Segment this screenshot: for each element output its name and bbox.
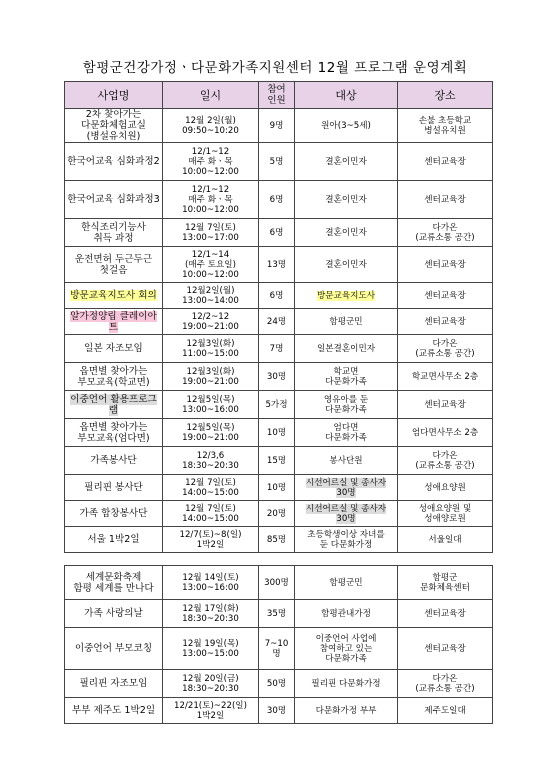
participants-cell: 35명 bbox=[259, 600, 295, 628]
datetime-cell: 12/3,6 18:30~20:30 bbox=[163, 447, 259, 475]
participants-cell: 5명 bbox=[259, 143, 295, 181]
program-table-1 bbox=[64, 81, 493, 553]
program-name-cell: 2차 찾아가는 다문화체험교실 (병설유치원) bbox=[65, 109, 163, 143]
datetime-cell: 12/2~12 19:00~21:00 bbox=[163, 309, 259, 335]
target-cell: 방문교육지도사 bbox=[295, 283, 398, 309]
program-name-cell: 일본 자조모임 bbox=[65, 335, 163, 363]
participants-cell: 50명 bbox=[259, 670, 295, 698]
target-cell: 함평군민 bbox=[295, 566, 398, 600]
target-cell: 결혼이민자 bbox=[295, 143, 398, 181]
header-place: 장소 bbox=[398, 82, 493, 109]
participants-cell: 13명 bbox=[259, 247, 295, 283]
participants-cell: 6명 bbox=[259, 181, 295, 219]
datetime-cell: 12월 14일(토) 13:00~16:00 bbox=[163, 566, 259, 600]
place-cell: 센터교육장 bbox=[398, 628, 493, 670]
participants-cell: 15명 bbox=[259, 447, 295, 475]
program-table-2 bbox=[64, 565, 493, 724]
table-header-row bbox=[65, 82, 493, 109]
table-row bbox=[65, 335, 493, 363]
target-cell: 필리핀 다문화가정 bbox=[295, 670, 398, 698]
table-row bbox=[65, 670, 493, 698]
datetime-cell: 12월 7일(토) 13:00~17:00 bbox=[163, 219, 259, 247]
place-cell: 다가온 (교류소통 공간) bbox=[398, 670, 493, 698]
participants-cell: 6명 bbox=[259, 283, 295, 309]
datetime-cell: 12월 20일(금) 18:30~20:30 bbox=[163, 670, 259, 698]
datetime-cell: 12월5일(목) 13:00~16:00 bbox=[163, 391, 259, 419]
table-row bbox=[65, 363, 493, 391]
participants-cell: 30명 bbox=[259, 698, 295, 724]
target-cell: 봉사단원 bbox=[295, 447, 398, 475]
table-row bbox=[65, 566, 493, 600]
place-cell: 손불 초등학교 병설유치원 bbox=[398, 109, 493, 143]
program-name-cell: 한국어교육 심화과정3 bbox=[65, 181, 163, 219]
program-name-cell: 필리핀 봉사단 bbox=[65, 475, 163, 501]
table-row bbox=[65, 143, 493, 181]
target-cell: 시선어르실 및 종사자 30명 bbox=[295, 475, 398, 501]
program-name-cell: 세계문화축제 함평 세계를 만나다 bbox=[65, 566, 163, 600]
target-cell: 초등학생이상 자녀를 둔 다문화가정 bbox=[295, 527, 398, 553]
table-row bbox=[65, 283, 493, 309]
program-name-cell: 필리핀 자조모임 bbox=[65, 670, 163, 698]
table-row bbox=[65, 181, 493, 219]
program-name-cell: 이중언어 활용프로그램 bbox=[65, 391, 163, 419]
participants-cell: 9명 bbox=[259, 109, 295, 143]
target-cell: 엄다면 다문화가족 bbox=[295, 419, 398, 447]
table-row bbox=[65, 475, 493, 501]
table-row bbox=[65, 600, 493, 628]
datetime-cell: 12월3일(화) 19:00~21:00 bbox=[163, 363, 259, 391]
place-cell: 학교면사무소 2층 bbox=[398, 363, 493, 391]
datetime-cell: 12/7(토)~8(일) 1박2일 bbox=[163, 527, 259, 553]
place-cell: 센터교육장 bbox=[398, 143, 493, 181]
datetime-cell: 12월3일(화) 11:00~15:00 bbox=[163, 335, 259, 363]
program-name-cell: 가족 합창봉사단 bbox=[65, 501, 163, 527]
target-cell: 학교면 다문화가족 bbox=[295, 363, 398, 391]
place-cell: 센터교육장 bbox=[398, 309, 493, 335]
target-cell: 원아(3~5세) bbox=[295, 109, 398, 143]
datetime-cell: 12월 17일(화) 18:30~20:30 bbox=[163, 600, 259, 628]
target-cell: 함평군민 bbox=[295, 309, 398, 335]
place-cell: 센터교육장 bbox=[398, 181, 493, 219]
target-cell: 결혼이민자 bbox=[295, 247, 398, 283]
program-name-cell: 읍면별 찾아가는 부모교육(학교면) bbox=[65, 363, 163, 391]
datetime-cell: 12월 7일(토) 14:00~15:00 bbox=[163, 475, 259, 501]
participants-cell: 85명 bbox=[259, 527, 295, 553]
participants-cell: 300명 bbox=[259, 566, 295, 600]
table-row bbox=[65, 501, 493, 527]
place-cell: 성애요양원 bbox=[398, 475, 493, 501]
place-cell: 다가온 (교류소통 공간) bbox=[398, 447, 493, 475]
program-name-cell: 방문교육지도사 회의 bbox=[65, 283, 163, 309]
table-row bbox=[65, 109, 493, 143]
header-participants: 참여 인원 bbox=[259, 82, 295, 109]
program-name-cell: 이중언어 부모코칭 bbox=[65, 628, 163, 670]
program-name-cell: 운전면허 두근두근 첫걸음 bbox=[65, 247, 163, 283]
place-cell: 센터교육장 bbox=[398, 283, 493, 309]
participants-cell: 24명 bbox=[259, 309, 295, 335]
target-cell: 영유아를 둔 다문화가족 bbox=[295, 391, 398, 419]
participants-cell: 5가정 bbox=[259, 391, 295, 419]
datetime-cell: 12/21(토)~22(일) 1박2일 bbox=[163, 698, 259, 724]
participants-cell: 6명 bbox=[259, 219, 295, 247]
datetime-cell: 12월2일(월) 13:00~14:00 bbox=[163, 283, 259, 309]
participants-cell: 20명 bbox=[259, 501, 295, 527]
place-cell: 다가온 (교류소통 공간) bbox=[398, 335, 493, 363]
target-cell: 이중언어 사업에 참여하고 있는 다문화가족 bbox=[295, 628, 398, 670]
table-row bbox=[65, 419, 493, 447]
header-program-name: 사업명 bbox=[65, 82, 163, 109]
program-name-cell: 부부 제주도 1박2일 bbox=[65, 698, 163, 724]
target-cell: 시선어르실 및 종사자 30명 bbox=[295, 501, 398, 527]
table-row bbox=[65, 527, 493, 553]
program-name-cell: 한식조리기능사 취득 과정 bbox=[65, 219, 163, 247]
participants-cell: 30명 bbox=[259, 363, 295, 391]
place-cell: 센터교육장 bbox=[398, 247, 493, 283]
table-row bbox=[65, 247, 493, 283]
table-row bbox=[65, 391, 493, 419]
place-cell: 제주도일대 bbox=[398, 698, 493, 724]
program-name-cell: 서울 1박2일 bbox=[65, 527, 163, 553]
datetime-cell: 12월5일(목) 19:00~21:00 bbox=[163, 419, 259, 447]
target-cell: 다문화가정 부부 bbox=[295, 698, 398, 724]
place-cell: 엄다면사무소 2층 bbox=[398, 419, 493, 447]
table-row bbox=[65, 309, 493, 335]
datetime-cell: 12월 7일(토) 14:00~15:00 bbox=[163, 501, 259, 527]
datetime-cell: 12월 19일(목) 13:00~15:00 bbox=[163, 628, 259, 670]
page-title: 함평군건강가정ㆍ다문화가족지원센터 12월 프로그램 운영계획 bbox=[82, 60, 468, 76]
participants-cell: 10명 bbox=[259, 419, 295, 447]
datetime-cell: 12월 2일(월) 09:50~10:20 bbox=[163, 109, 259, 143]
datetime-cell: 12/1~12 매주 화ㆍ목 10:00~12:00 bbox=[163, 181, 259, 219]
datetime-cell: 12/1~14 (매주 토요일) 10:00~12:00 bbox=[163, 247, 259, 283]
place-cell: 서울일대 bbox=[398, 527, 493, 553]
place-cell: 다가온 (교류소통 공간) bbox=[398, 219, 493, 247]
place-cell: 센터교육장 bbox=[398, 391, 493, 419]
participants-cell: 7명 bbox=[259, 335, 295, 363]
place-cell: 센터교육장 bbox=[398, 600, 493, 628]
target-cell: 결혼이민자 bbox=[295, 181, 398, 219]
target-cell: 일본결혼이민자 bbox=[295, 335, 398, 363]
program-name-cell: 한국어교육 심화과정2 bbox=[65, 143, 163, 181]
place-cell: 함평군 문화체육센터 bbox=[398, 566, 493, 600]
datetime-cell: 12/1~12 매주 화ㆍ목 10:00~12:00 bbox=[163, 143, 259, 181]
program-name-cell: 알가정양립 클레이아트 bbox=[65, 309, 163, 335]
header-datetime: 일시 bbox=[163, 82, 259, 109]
program-name-cell: 가족 사랑의날 bbox=[65, 600, 163, 628]
table-row bbox=[65, 628, 493, 670]
table-row bbox=[65, 447, 493, 475]
table-row bbox=[65, 219, 493, 247]
program-name-cell: 가족봉사단 bbox=[65, 447, 163, 475]
participants-cell: 7~10 명 bbox=[259, 628, 295, 670]
target-cell: 결혼이민자 bbox=[295, 219, 398, 247]
header-target: 대상 bbox=[295, 82, 398, 109]
program-name-cell: 읍면별 찾아가는 부모교육(엄다면) bbox=[65, 419, 163, 447]
participants-cell: 10명 bbox=[259, 475, 295, 501]
place-cell: 성애요양원 및 성애양로원 bbox=[398, 501, 493, 527]
table-row bbox=[65, 698, 493, 724]
target-cell: 함평관내가정 bbox=[295, 600, 398, 628]
